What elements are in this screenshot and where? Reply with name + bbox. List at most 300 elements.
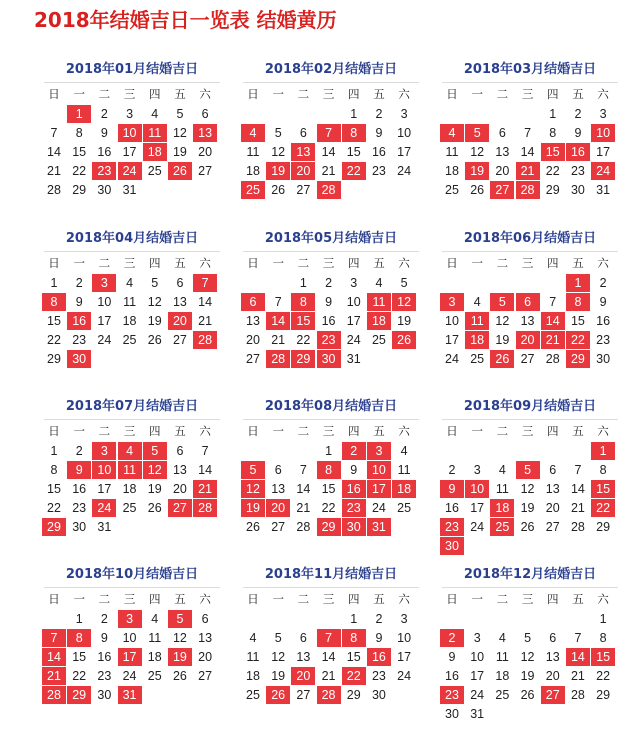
lucky-day: 7 <box>317 124 341 142</box>
weekday-label: 三 <box>322 87 335 101</box>
weekday-header <box>440 422 620 441</box>
lucky-day: 25 <box>490 518 514 536</box>
empty-cell <box>541 705 565 723</box>
day-cell: 13 <box>296 650 311 664</box>
empty-cell <box>143 518 167 536</box>
weekday-label: 一 <box>73 424 85 438</box>
weekday-header <box>42 590 222 609</box>
lucky-day: 20 <box>266 499 290 517</box>
lucky-day: 20 <box>291 162 315 180</box>
day-cell: 2 <box>599 276 607 290</box>
lucky-day: 5 <box>490 293 514 311</box>
empty-cell <box>591 705 615 723</box>
lucky-day: 27 <box>541 686 565 704</box>
lucky-day: 20 <box>291 667 315 685</box>
week-row <box>440 162 620 180</box>
month-title: 2018年03月结婚吉日 <box>463 62 597 77</box>
week-row <box>241 686 421 704</box>
divider <box>243 251 419 252</box>
empty-cell <box>516 442 540 460</box>
lucky-day: 29 <box>317 518 341 536</box>
weekday-label: 三 <box>521 592 534 606</box>
weekday-label: 三 <box>123 87 136 101</box>
day-cell: 19 <box>495 333 510 347</box>
lucky-day: 24 <box>92 499 116 517</box>
empty-cell <box>541 274 565 292</box>
day-cell: 2 <box>100 107 108 121</box>
lucky-day: 12 <box>143 461 167 479</box>
day-cell: 13 <box>495 145 510 159</box>
weekday-label: 四 <box>547 256 559 270</box>
empty-cell <box>291 442 315 460</box>
weekday-label: 日 <box>446 256 458 270</box>
lucky-day: 21 <box>516 162 540 180</box>
weekday-label: 四 <box>149 256 161 270</box>
day-cell: 14 <box>520 145 535 159</box>
day-cell: 3 <box>400 107 408 121</box>
divider <box>243 419 419 420</box>
month-title: 2018年12月结婚吉日 <box>463 567 597 582</box>
day-cell: 31 <box>596 183 611 197</box>
lucky-day: 3 <box>440 293 464 311</box>
day-cell: 11 <box>148 631 162 645</box>
lucky-day: 18 <box>143 143 167 161</box>
week-row <box>42 274 222 292</box>
empty-cell <box>566 705 590 723</box>
day-cell: 27 <box>271 520 286 534</box>
empty-cell <box>266 442 290 460</box>
lucky-day: 8 <box>566 293 590 311</box>
day-cell: 24 <box>397 164 412 178</box>
month-calendar <box>241 227 421 368</box>
empty-cell <box>541 610 565 628</box>
weekday-label: 二 <box>297 256 310 270</box>
week-row <box>440 143 620 161</box>
weekday-label: 六 <box>199 592 211 606</box>
day-cell: 24 <box>470 688 485 702</box>
day-cell: 18 <box>495 669 510 683</box>
week-row <box>440 442 620 460</box>
weekday-label: 三 <box>123 592 136 606</box>
day-cell: 2 <box>574 107 582 121</box>
week-row <box>241 461 421 479</box>
lucky-day: 25 <box>241 181 265 199</box>
day-cell: 12 <box>495 314 510 328</box>
empty-cell <box>168 686 192 704</box>
day-cell: 11 <box>123 295 137 309</box>
divider <box>442 251 618 252</box>
day-cell: 24 <box>371 501 386 515</box>
day-cell: 7 <box>201 444 209 458</box>
day-cell: 8 <box>599 631 607 645</box>
day-cell: 23 <box>596 333 611 347</box>
day-cell: 26 <box>147 333 162 347</box>
day-cell: 10 <box>122 631 137 645</box>
day-cell: 25 <box>122 501 137 515</box>
day-cell: 15 <box>321 482 336 496</box>
day-cell: 28 <box>296 520 311 534</box>
day-cell: 23 <box>72 501 87 515</box>
day-cell: 1 <box>325 444 333 458</box>
lucky-day: 24 <box>591 162 615 180</box>
weekday-label: 三 <box>322 592 335 606</box>
week-row <box>42 499 222 517</box>
lucky-day: 7 <box>317 629 341 647</box>
lucky-day: 18 <box>392 480 416 498</box>
week-row <box>241 105 421 123</box>
month-calendar <box>42 563 222 704</box>
empty-cell <box>143 350 167 368</box>
empty-cell <box>440 442 464 460</box>
day-cell: 29 <box>545 183 560 197</box>
lucky-day: 23 <box>92 162 116 180</box>
day-cell: 15 <box>346 145 361 159</box>
day-cell: 11 <box>397 463 411 477</box>
day-cell: 6 <box>274 463 282 477</box>
weekday-label: 日 <box>446 87 458 101</box>
lucky-day: 20 <box>516 331 540 349</box>
week-row <box>241 181 421 199</box>
day-cell: 1 <box>350 107 358 121</box>
lucky-day: 23 <box>440 518 464 536</box>
lucky-day: 18 <box>465 331 489 349</box>
weekday-label: 一 <box>73 256 85 270</box>
day-cell: 3 <box>473 463 481 477</box>
day-cell: 12 <box>271 145 286 159</box>
week-row <box>241 629 421 647</box>
weekday-label: 一 <box>471 256 483 270</box>
day-cell: 24 <box>346 333 361 347</box>
day-cell: 31 <box>470 707 485 721</box>
weekday-label: 日 <box>247 256 259 270</box>
day-cell: 31 <box>122 183 137 197</box>
lucky-day: 9 <box>440 480 464 498</box>
day-cell: 30 <box>570 183 585 197</box>
week-row <box>241 648 421 666</box>
day-cell: 25 <box>147 669 162 683</box>
empty-cell <box>465 610 489 628</box>
empty-cell <box>490 274 514 292</box>
day-cell: 6 <box>299 126 307 140</box>
empty-cell <box>266 274 290 292</box>
day-cell: 25 <box>397 501 412 515</box>
lucky-day: 9 <box>67 461 91 479</box>
day-cell: 20 <box>545 501 560 515</box>
day-cell: 2 <box>325 276 333 290</box>
lucky-day: 6 <box>516 293 540 311</box>
lucky-day: 13 <box>291 143 315 161</box>
lucky-day: 6 <box>241 293 265 311</box>
month-title: 2018年10月结婚吉日 <box>65 567 199 582</box>
weekday-header <box>42 85 222 104</box>
day-cell: 13 <box>520 314 535 328</box>
weekday-label: 二 <box>98 424 111 438</box>
day-cell: 9 <box>599 295 607 309</box>
lucky-day: 21 <box>541 331 565 349</box>
day-cell: 16 <box>445 669 459 683</box>
empty-cell <box>266 105 290 123</box>
week-row <box>440 686 620 704</box>
day-cell: 18 <box>122 482 137 496</box>
day-cell: 12 <box>172 126 187 140</box>
day-cell: 18 <box>122 314 137 328</box>
day-cell: 24 <box>470 520 485 534</box>
weekday-label: 一 <box>272 87 284 101</box>
day-cell: 11 <box>445 145 459 159</box>
lucky-day: 14 <box>42 648 66 666</box>
day-cell: 6 <box>498 126 506 140</box>
lucky-day: 3 <box>92 442 116 460</box>
empty-cell <box>367 181 391 199</box>
week-row <box>241 124 421 142</box>
day-cell: 5 <box>151 276 159 290</box>
lucky-day: 3 <box>367 442 391 460</box>
day-cell: 14 <box>296 482 311 496</box>
weekday-label: 六 <box>597 87 609 101</box>
divider <box>44 587 220 588</box>
week-row <box>42 331 222 349</box>
lucky-day: 3 <box>92 274 116 292</box>
week-row <box>241 480 421 498</box>
week-row <box>440 274 620 292</box>
week-row <box>440 105 620 123</box>
day-cell: 17 <box>445 333 459 347</box>
empty-cell <box>143 686 167 704</box>
day-cell: 26 <box>470 183 485 197</box>
lucky-day: 19 <box>168 648 192 666</box>
empty-cell <box>541 537 565 555</box>
day-cell: 2 <box>448 463 456 477</box>
lucky-day: 12 <box>241 480 265 498</box>
day-cell: 27 <box>198 669 213 683</box>
day-cell: 6 <box>201 107 209 121</box>
lucky-day: 16 <box>342 480 366 498</box>
empty-cell <box>566 442 590 460</box>
day-cell: 1 <box>50 444 58 458</box>
day-cell: 4 <box>400 444 408 458</box>
lucky-day: 11 <box>143 124 167 142</box>
lucky-day: 21 <box>193 480 217 498</box>
day-cell: 5 <box>176 107 184 121</box>
lucky-day: 15 <box>541 143 565 161</box>
week-row <box>440 461 620 479</box>
lucky-day: 28 <box>516 181 540 199</box>
day-cell: 20 <box>198 650 213 664</box>
weekday-label: 一 <box>73 592 85 606</box>
day-cell: 12 <box>470 145 485 159</box>
weekday-header <box>241 85 421 104</box>
empty-cell <box>42 105 66 123</box>
empty-cell <box>342 181 366 199</box>
day-cell: 23 <box>570 164 585 178</box>
lucky-day: 10 <box>92 461 116 479</box>
day-cell: 27 <box>545 520 560 534</box>
weekday-label: 日 <box>48 424 60 438</box>
lucky-day: 29 <box>291 350 315 368</box>
month-title: 2018年11月结婚吉日 <box>264 567 398 582</box>
day-cell: 12 <box>271 650 286 664</box>
day-cell: 13 <box>545 650 560 664</box>
day-cell: 18 <box>246 164 260 178</box>
day-cell: 12 <box>520 650 535 664</box>
empty-cell <box>465 105 489 123</box>
day-cell: 27 <box>198 164 213 178</box>
day-cell: 7 <box>574 631 582 645</box>
weekday-label: 二 <box>98 256 111 270</box>
empty-cell <box>367 350 391 368</box>
weekday-label: 二 <box>297 424 310 438</box>
empty-cell <box>392 518 416 536</box>
day-cell: 11 <box>495 482 509 496</box>
lucky-day: 17 <box>367 480 391 498</box>
weekday-header <box>440 590 620 609</box>
day-cell: 9 <box>350 463 358 477</box>
day-cell: 8 <box>75 126 83 140</box>
divider <box>44 419 220 420</box>
lucky-day: 26 <box>266 686 290 704</box>
lucky-day: 14 <box>541 312 565 330</box>
month-title: 2018年07月结婚吉日 <box>65 399 199 414</box>
day-cell: 22 <box>47 501 61 515</box>
day-cell: 13 <box>271 482 286 496</box>
month-calendar <box>440 227 620 368</box>
empty-cell <box>516 705 540 723</box>
empty-cell <box>566 610 590 628</box>
weekday-label: 日 <box>247 592 259 606</box>
weekday-label: 六 <box>398 424 410 438</box>
day-cell: 22 <box>72 164 87 178</box>
day-cell: 22 <box>296 333 311 347</box>
day-cell: 14 <box>321 650 336 664</box>
weekday-label: 六 <box>597 256 609 270</box>
day-cell: 15 <box>570 314 585 328</box>
day-cell: 6 <box>549 463 557 477</box>
lucky-day: 2 <box>342 442 366 460</box>
lucky-day: 15 <box>591 648 615 666</box>
lucky-day: 17 <box>118 648 142 666</box>
weekday-label: 四 <box>149 424 161 438</box>
weekday-label: 二 <box>496 424 509 438</box>
weekday-header <box>440 85 620 104</box>
day-cell: 24 <box>397 669 412 683</box>
lucky-day: 8 <box>291 293 315 311</box>
month-calendar <box>241 58 421 199</box>
weekday-label: 五 <box>572 87 584 101</box>
week-row <box>241 162 421 180</box>
lucky-day: 8 <box>42 293 66 311</box>
weekday-label: 六 <box>398 256 410 270</box>
lucky-day: 15 <box>291 312 315 330</box>
empty-cell <box>490 610 514 628</box>
lucky-day: 10 <box>591 124 615 142</box>
day-cell: 6 <box>176 276 184 290</box>
day-cell: 17 <box>122 145 137 159</box>
week-row <box>42 518 222 536</box>
weekday-label: 二 <box>98 87 111 101</box>
lucky-day: 15 <box>591 480 615 498</box>
lucky-day: 5 <box>168 610 192 628</box>
weekday-label: 三 <box>521 87 534 101</box>
day-cell: 26 <box>520 520 535 534</box>
day-cell: 27 <box>296 183 311 197</box>
weekday-label: 日 <box>247 87 259 101</box>
day-cell: 20 <box>246 333 260 347</box>
empty-cell <box>516 537 540 555</box>
day-cell: 21 <box>271 333 286 347</box>
weekday-label: 二 <box>297 87 310 101</box>
lucky-day: 19 <box>465 162 489 180</box>
day-cell: 5 <box>274 126 282 140</box>
day-cell: 23 <box>371 164 386 178</box>
month-calendar <box>42 58 222 199</box>
weekday-label: 一 <box>471 87 483 101</box>
page-title: 2018年结婚吉日一览表 结婚黄历 <box>34 8 337 32</box>
month-calendar <box>440 563 620 723</box>
day-cell: 22 <box>321 501 336 515</box>
weekday-label: 六 <box>398 87 410 101</box>
lucky-day: 30 <box>440 537 464 555</box>
weekday-label: 三 <box>521 256 534 270</box>
day-cell: 26 <box>147 501 162 515</box>
lucky-day: 28 <box>42 686 66 704</box>
empty-cell <box>516 105 540 123</box>
week-row <box>42 105 222 123</box>
lucky-day: 16 <box>367 648 391 666</box>
weekday-label: 四 <box>547 424 559 438</box>
weekday-label: 日 <box>48 256 60 270</box>
day-cell: 13 <box>172 295 187 309</box>
week-row <box>241 610 421 628</box>
lucky-day: 28 <box>317 181 341 199</box>
day-cell: 17 <box>97 314 112 328</box>
weekday-label: 六 <box>199 256 211 270</box>
lucky-day: 11 <box>465 312 489 330</box>
empty-cell <box>143 181 167 199</box>
lucky-day: 23 <box>317 331 341 349</box>
lucky-day: 11 <box>118 461 142 479</box>
day-cell: 13 <box>545 482 560 496</box>
day-cell: 5 <box>524 631 532 645</box>
day-cell: 10 <box>470 650 485 664</box>
divider <box>442 82 618 83</box>
day-cell: 23 <box>371 669 386 683</box>
day-cell: 4 <box>473 295 481 309</box>
week-row <box>440 350 620 368</box>
weekday-label: 三 <box>322 256 335 270</box>
lucky-day: 31 <box>367 518 391 536</box>
lucky-day: 1 <box>591 442 615 460</box>
day-cell: 21 <box>296 501 311 515</box>
day-cell: 17 <box>346 314 361 328</box>
weekday-label: 二 <box>496 87 509 101</box>
weekday-label: 日 <box>446 424 458 438</box>
week-row <box>440 480 620 498</box>
week-row <box>440 610 620 628</box>
lucky-day: 18 <box>490 499 514 517</box>
day-cell: 9 <box>100 631 108 645</box>
lucky-day: 5 <box>143 442 167 460</box>
lucky-day: 3 <box>118 610 142 628</box>
week-row <box>241 350 421 368</box>
lucky-day: 19 <box>241 499 265 517</box>
day-cell: 9 <box>375 126 383 140</box>
day-cell: 17 <box>470 501 485 515</box>
empty-cell <box>392 181 416 199</box>
weekday-header <box>42 254 222 273</box>
weekday-label: 六 <box>597 592 609 606</box>
empty-cell <box>241 610 265 628</box>
day-cell: 7 <box>274 295 282 309</box>
